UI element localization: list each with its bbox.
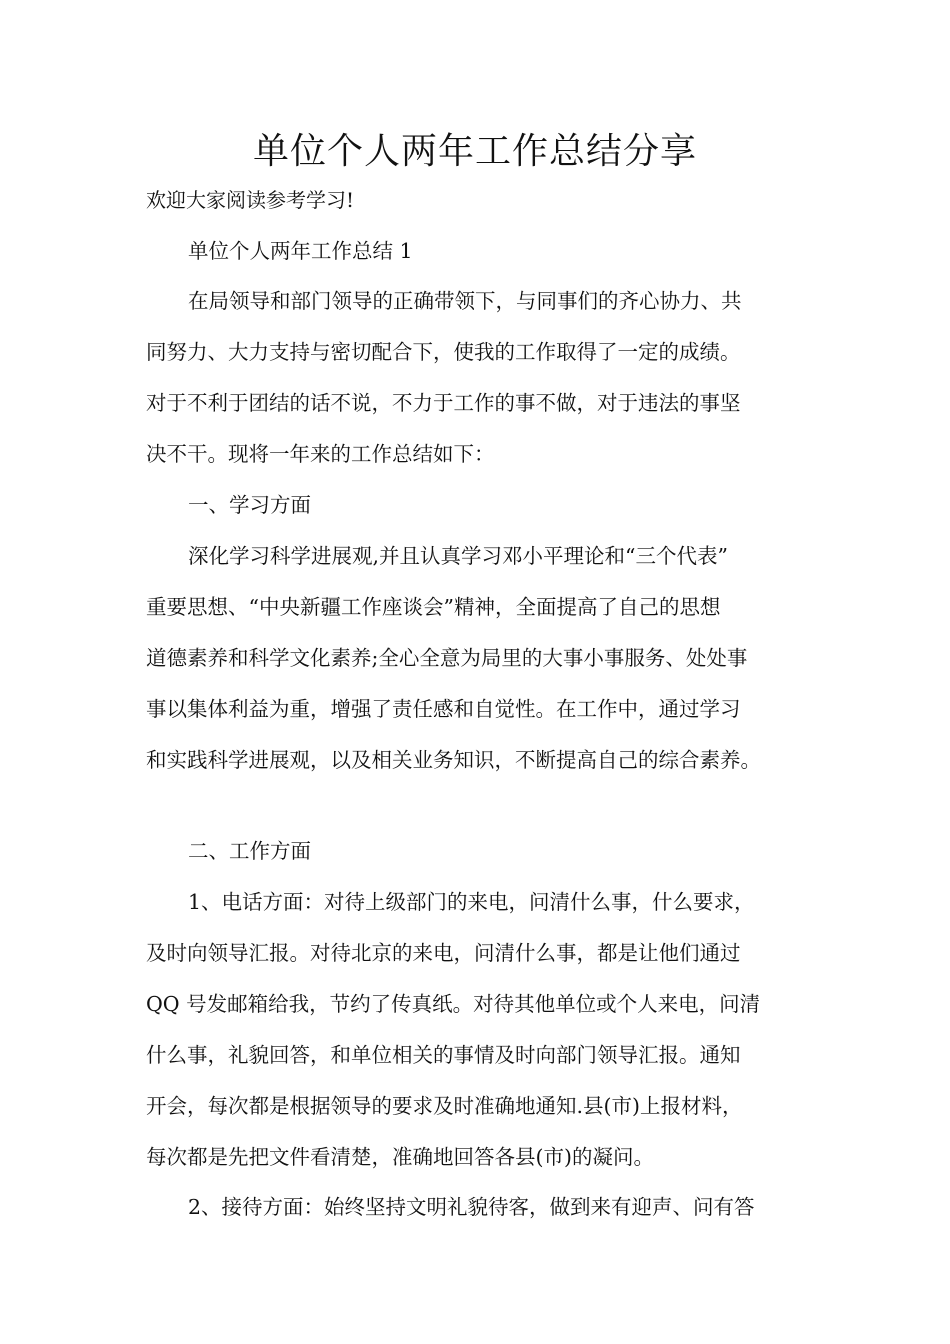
paragraph-line: 决不干。现将一年来的工作总结如下： bbox=[146, 442, 495, 466]
section-heading-work bbox=[146, 826, 814, 877]
paragraph-reception bbox=[146, 1182, 814, 1233]
document-title: 单位个人两年工作总结分享 bbox=[252, 131, 697, 172]
paragraph-line: 1、电话方面：对待上级部门的来电，问清什么事，什么要求， bbox=[188, 890, 755, 914]
section-heading-line: 一、学习方面 bbox=[188, 493, 311, 517]
paragraph-line: 对于不利于团结的话不说，不力于工作的事不做，对于违法的事坚 bbox=[146, 391, 741, 415]
paragraph-line: 什么事，礼貌回答，和单位相关的事情及时向部门领导汇报。通知 bbox=[146, 1043, 741, 1067]
subtitle-line: 单位个人两年工作总结 1 bbox=[188, 239, 413, 263]
paragraph-line: 在局领导和部门领导的正确带领下，与同事们的齐心协力、共 bbox=[188, 289, 742, 313]
paragraph-line: 2、接待方面：始终坚持文明礼貌待客，做到来有迎声、问有答 bbox=[188, 1195, 755, 1219]
subtitle bbox=[146, 226, 814, 277]
paragraph-line: 和实践科学进展观，以及相关业务知识，不断提高自己的综合素养。 bbox=[146, 748, 761, 772]
paragraph-line: 开会，每次都是根据领导的要求及时准确地通知.县(市)上报材料， bbox=[146, 1094, 743, 1118]
paragraph-line: 深化学习科学进展观,并且认真学习邓小平理论和“三个代表” bbox=[188, 544, 728, 568]
paragraph-line: QQ 号发邮箱给我，节约了传真纸。对待其他单位或个人来电，问清 bbox=[146, 992, 761, 1016]
paragraph-study bbox=[146, 531, 814, 786]
paragraph-line: 同努力、大力支持与密切配合下，使我的工作取得了一定的成绩。 bbox=[146, 340, 741, 364]
intro-text: 欢迎大家阅读参考学习! bbox=[146, 188, 355, 212]
paragraph-line: 道德素养和科学文化素养;全心全意为局里的大事小事服务、处处事 bbox=[146, 646, 748, 670]
paragraph-line: 事以集体利益为重，增强了责任感和自觉性。在工作中，通过学习 bbox=[146, 697, 741, 721]
section-heading-line: 二、工作方面 bbox=[188, 839, 311, 863]
paragraph-phone bbox=[146, 877, 814, 1183]
paragraph-line: 及时向领导汇报。对待北京的来电，问清什么事，都是让他们通过 bbox=[146, 941, 741, 965]
paragraph-line: 每次都是先把文件看清楚，准确地回答各县(市)的凝问。 bbox=[146, 1145, 654, 1169]
section-heading-study bbox=[146, 480, 814, 531]
paragraph-intro bbox=[146, 276, 814, 480]
paragraph-line: 重要思想、“中央新疆工作座谈会”精神，全面提高了自己的思想 bbox=[146, 595, 721, 619]
